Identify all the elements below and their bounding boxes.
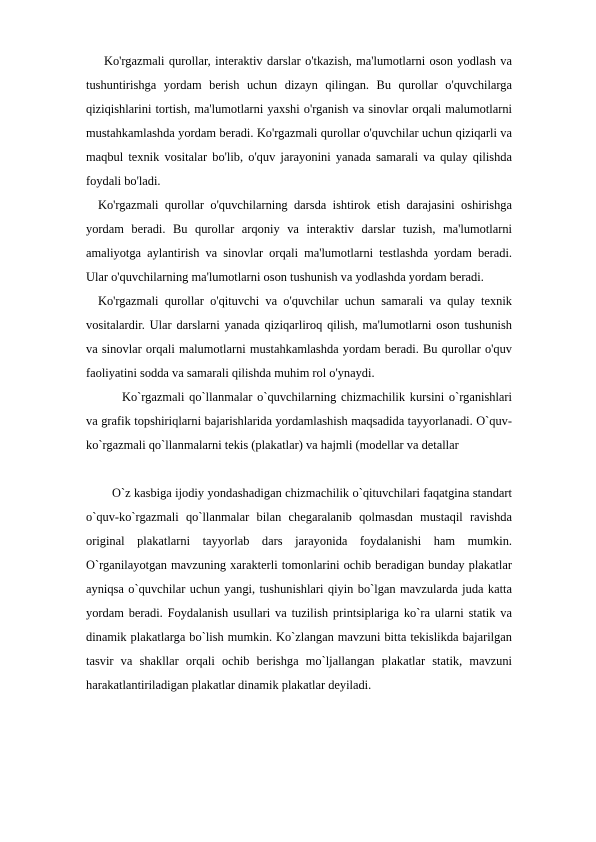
- paragraph-2: Ko'rgazmali qurollar o'quvchilarning darsda ishtirok etish darajasini oshirishga yordam beradi. Bu qurollar arqoniy va interaktiv darslar tuzish, ma'lumotlarni amaliyotga aylantirish va sinovlar orqali ma'lumotlarni testlashda yordam beradi. Ular o'quvchilarning ma'lumotlarni oson tushunish va yodlashda yordam beradi.: [86, 198, 512, 284]
- paragraph-4: Ko`rgazmali qo`llanmalar o`quvchilarning chizmachilik kursini o`rganishlari va grafik topshiriqlarni bajarishlarida yordamlashish maqsadida tayyorlanadi. O`quv-ko`rgazmali qo`llanmalarni tekis (plakatlar) va hajmli (modellar va detallar: [86, 390, 512, 452]
- paragraph-gap: [86, 457, 512, 481]
- document-body: [86, 49, 512, 697]
- paragraph-1: Ko'rgazmali qurollar, interaktiv darslar o'tkazish, ma'lumotlarni oson yodlash va tushuntirishga yordam berish uchun dizayn qilingan. Bu qurollar o'quvchilarga qiziqishlarini tortish, ma'lumotlarni yaxshi o'rganish va sinovlar orqali malumotlarni mustahkamlashda yordam beradi. Ko'rgazmali qurollar o'quvchilar uchun qiziqarli va maqbul texnik vositalar bo'lib, o'quv jarayonini yanada samarali va qulay qilishda foydali bo'ladi.: [86, 54, 512, 188]
- paragraph-3: Ko'rgazmali qurollar o'qituvchi va o'quvchilar uchun samarali va qulay texnik vositalardir. Ular darslarni yanada qiziqarliroq qilish, ma'lumotlarni oson tushunish va sinovlar orqali malumotlarni mustahkamlashda yordam beradi. Bu qurollar o'quv faoliyatini sodda va samarali qilishda muhim rol o'ynaydi.: [86, 294, 512, 380]
- paragraph-5: O`z kasbiga ijodiy yondashadigan chizmachilik o`qituvchilari faqatgina standart o`quv-ko`rgazmali qo`llanmalar bilan chegaralanib qolmasdan mustaqil ravishda original plakatlarni tayyorlab dars jarayonida foydalanishi ham mumkin. O`rganilayotgan mavzuning xarakterli tomonlarini ochib beradigan bunday plakatlar ayniqsa o`quvchilar uchun yangi, tushunishlari qiyin bo`lgan mavzularda juda katta yordam beradi. Foydalanish usullari va tuzilish printsiplariga ko`ra ularni statik va dinamik plakatlarga bo`lish mumkin. Ko`zlangan mavzuni bitta tekislikda bajarilgan tasvir va shakllar orqali ochib berishga mo`ljallangan plakatlar statik, mavzuni harakatlantiriladigan plakatlar dinamik plakatlar deyiladi.: [86, 486, 512, 692]
